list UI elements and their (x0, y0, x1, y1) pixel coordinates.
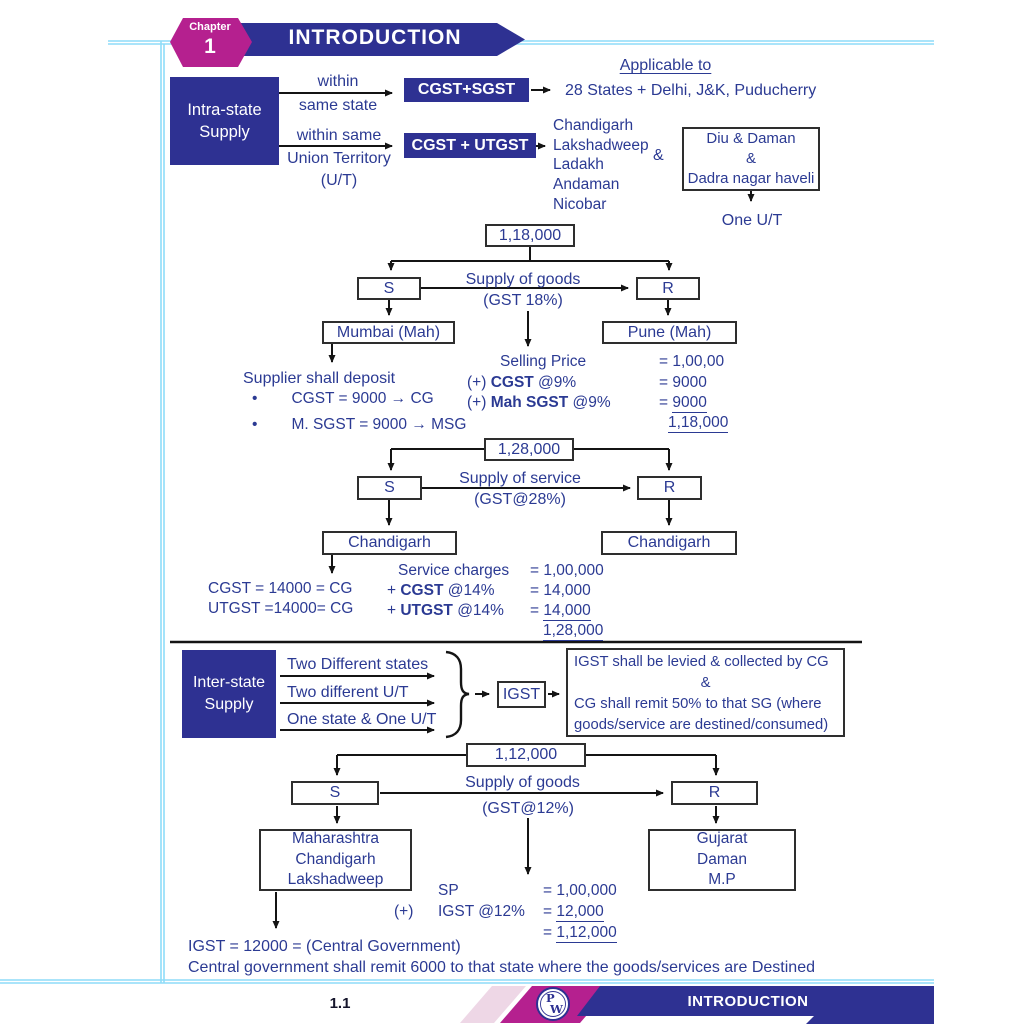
ex1-calc-row1-value: = 1,00,00 (659, 353, 725, 370)
ex3-total-box: 1,12,000 (466, 743, 586, 767)
ex3-calc-row2-value: = 12,000 (543, 903, 604, 920)
cgst-utgst-box: CGST + UTGST (404, 133, 536, 158)
ex1-total-box: 1,18,000 (485, 224, 575, 247)
ex3-recipient-place1: Gujarat (696, 829, 748, 847)
footer-title: INTRODUCTION (687, 993, 809, 1010)
cgst-sgst-box: CGST+SGST (404, 78, 529, 102)
footer-blue-step (806, 1016, 934, 1024)
ex1-recipient-place-box: Pune (Mah) (602, 321, 737, 344)
inter-box-line1: Inter-state (192, 674, 266, 692)
ampersand: & (653, 147, 664, 164)
territory-andaman: Andaman (553, 176, 620, 193)
ex3-note1: IGST = 12000 = (Central Government) (188, 938, 461, 955)
curly-brace (446, 652, 469, 737)
igst-box: IGST (497, 681, 546, 708)
ex2-recipient-box: R (637, 476, 702, 500)
inter-condition-3: One state & One U/T (287, 711, 437, 728)
inter-box-line2: Supply (204, 696, 254, 713)
bullet-icon: • (252, 390, 258, 407)
ex3-calc-row1-value: = 1,00,000 (543, 882, 617, 899)
ex3-flow-label: Supply of goods (465, 774, 580, 791)
ex3-supplier-place2: Chandigarh (295, 850, 376, 868)
igst-note-box (566, 648, 845, 737)
territory-ladakh: Ladakh (553, 156, 604, 173)
ex2-recipient-place-box: Chandigarh (601, 531, 737, 555)
pw-logo (537, 988, 569, 1020)
ex1-deposit-item2: • M. SGST = 9000 → MSG (252, 416, 467, 433)
territory-chandigarh: Chandigarh (553, 117, 634, 134)
territory-nicobar: Nicobar (553, 196, 607, 213)
inter-condition-2: Two different U/T (287, 684, 409, 701)
ex1-supplier-box: S (357, 277, 421, 300)
ex3-supplier-place1: Maharashtra (291, 829, 379, 847)
ex1-calc-row2-label: (+) CGST @9% (467, 374, 577, 391)
ex2-calc-row2-value: = 14,000 (530, 582, 591, 599)
ex2-gst-rate: (GST@28%) (474, 491, 566, 508)
ex3-supplier-box: S (291, 781, 379, 805)
ex1-gst-rate: (GST 18%) (483, 292, 563, 309)
condition-within: within (317, 73, 359, 90)
ex3-calc-plus: (+) (394, 903, 414, 920)
ex1-deposit-item1: • CGST = 9000 → CG (252, 390, 434, 407)
ex3-recipient-place3: M.P (708, 871, 736, 889)
ex1-calc-total: 1,18,000 (668, 414, 729, 431)
ex1-calc-row3-value: = 9000 (659, 394, 707, 411)
ut-box-line3: Dadra nagar haveli (687, 170, 815, 188)
ex1-supplier-place-box: Mumbai (Mah) (322, 321, 455, 344)
ex2-calc-row2-label: + CGST @14% (387, 582, 495, 599)
ex1-calc-row3-label: (+) Mah SGST @9% (467, 394, 611, 411)
condition-within-same: within same (296, 127, 382, 144)
ex3-note2: Central government shall remit 6000 to that state where the goods/services are Destined (188, 959, 815, 976)
igst-note-line4: goods/service are destined/consumed) (574, 717, 829, 733)
ex1-calc-row2-value: = 9000 (659, 374, 707, 391)
pw-logo-letter-p: P (546, 991, 555, 1005)
bullet-icon: • (252, 416, 258, 433)
ex2-flow-label: Supply of service (459, 470, 581, 487)
territory-lakshadweep: Lakshadweep (553, 137, 649, 154)
diu-daman-dadra-box (682, 127, 820, 191)
condition-same-state: same state (298, 97, 378, 114)
inter-state-supply-box (182, 650, 276, 738)
ex3-gst-rate: (GST@12%) (482, 800, 574, 817)
ut-box-line1: Diu & Daman (706, 129, 796, 147)
ex3-calc-row1-label: SP (438, 882, 459, 899)
ex3-calc-total: = 1,12,000 (543, 924, 617, 941)
condition-union-territory: Union Territory (287, 150, 391, 167)
ex2-total-box: 1,28,000 (484, 438, 574, 461)
ex2-calc-row1-value: = 1,00,000 (530, 562, 604, 579)
ex2-supplier-box: S (357, 476, 422, 500)
intra-box-line1: Intra-state (187, 100, 262, 119)
intra-box-line2: Supply (199, 123, 250, 141)
ut-box-line2: & (745, 149, 756, 167)
ex2-left-note2: UTGST =14000= CG (208, 600, 354, 617)
ex2-left-note1: CGST = 14000 = CG (208, 580, 353, 597)
igst-note-line3: CG shall remit 50% to that SG (where (574, 696, 822, 712)
ex2-calc-row1-label: Service charges (398, 562, 510, 579)
page-number: 1.1 (329, 995, 351, 1012)
ex3-supplier-place3: Lakshadweep (287, 871, 384, 889)
igst-note-line2: & (700, 675, 711, 691)
applicable-to-heading: Applicable to (619, 57, 712, 74)
applies-28-states: 28 States + Delhi, J&K, Puducherry (565, 82, 817, 99)
ex2-calc-row3-label: + UTGST @14% (387, 602, 504, 619)
inter-condition-1: Two Different states (287, 656, 429, 673)
chapter-label: Chapter (189, 21, 231, 33)
ex2-calc-row3-value: = 14,000 (530, 602, 591, 619)
chapter-number: 1 (204, 35, 216, 58)
ex2-calc-total: 1,28,000 (543, 622, 604, 639)
ex1-deposit-title: Supplier shall deposit (243, 370, 396, 387)
condition-ut-abbrev: (U/T) (320, 172, 358, 189)
ex1-recipient-box: R (636, 277, 700, 300)
ex3-supplier-place-box (259, 829, 412, 891)
ex1-calc-row1-label: Selling Price (500, 353, 587, 370)
ex3-recipient-box: R (671, 781, 758, 805)
ex1-flow-label: Supply of goods (465, 271, 581, 288)
pw-logo-letter-w: W (550, 1002, 563, 1016)
one-ut-note: One U/T (721, 212, 783, 229)
ex2-supplier-place-box: Chandigarh (322, 531, 457, 555)
igst-note-line1: IGST shall be levied & collected by CG (574, 654, 829, 670)
intra-state-supply-box (170, 77, 279, 165)
page-title: INTRODUCTION (288, 26, 462, 49)
ex3-calc-row2-label: IGST @12% (438, 903, 525, 920)
ex3-recipient-place-box (648, 829, 796, 891)
ex3-recipient-place2: Daman (697, 850, 747, 868)
